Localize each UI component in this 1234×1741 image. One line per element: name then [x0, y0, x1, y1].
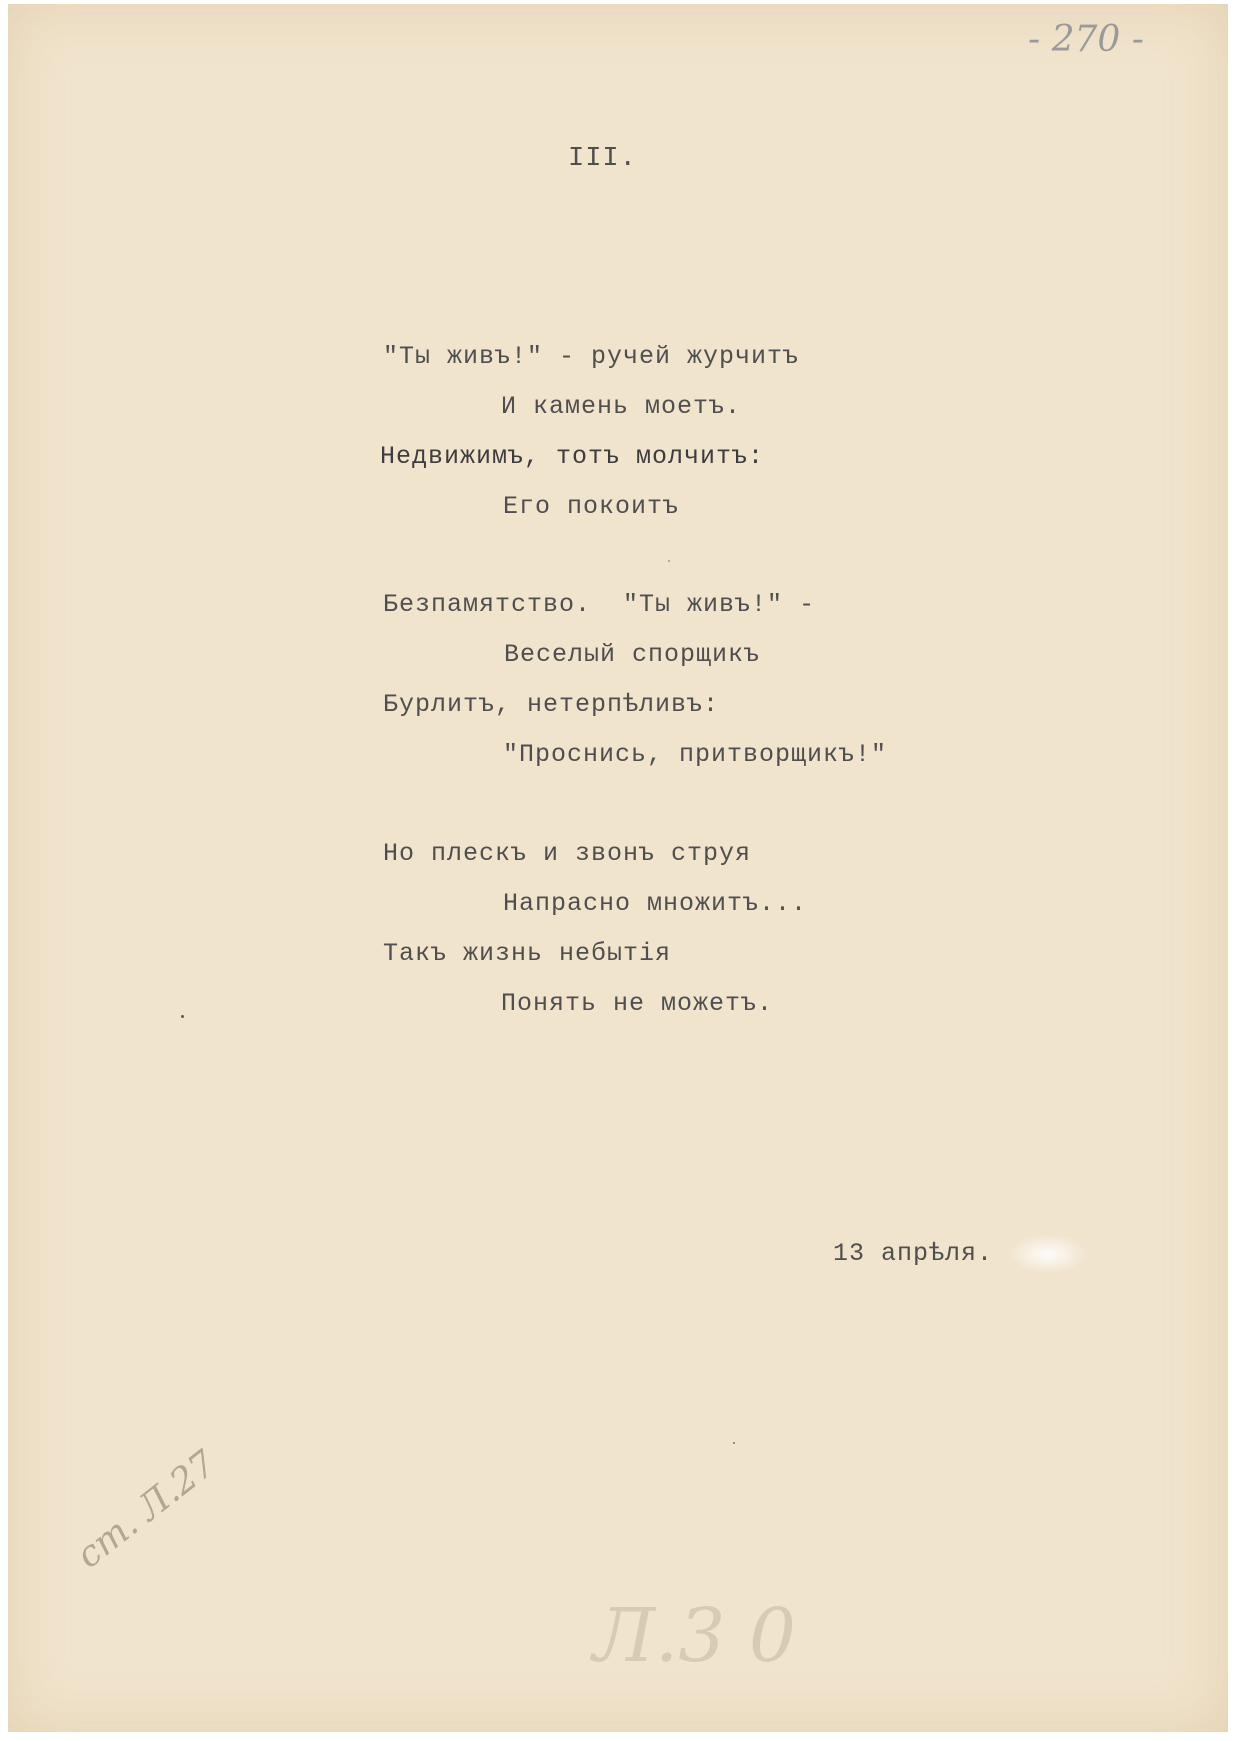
poem-line: Такъ жизнь небытія — [383, 939, 672, 968]
poem-line: "Проснись, притворщикъ!" — [503, 740, 888, 769]
poem-line: Напрасно множитъ... — [503, 889, 808, 918]
date-line: 13 апрѣля. — [833, 1239, 994, 1268]
paper-sheet — [8, 4, 1228, 1732]
page-number: - 270 - — [1028, 19, 1144, 60]
paper-speck — [733, 1442, 735, 1444]
poem-line: Безпамятство. "Ты живъ!" - — [383, 590, 816, 619]
poem-line: "Ты живъ!" - ручей журчитъ — [383, 342, 800, 371]
paper-speck — [668, 560, 670, 562]
poem-line: Но плескъ и звонъ струя — [383, 839, 752, 868]
poem-line: Веселый спорщикъ — [504, 640, 761, 669]
section-number: III. — [568, 144, 637, 174]
bottom-mark: Л.3 0 — [593, 1593, 796, 1679]
poem-line: Недвижимъ, тотъ молчитъ: — [380, 442, 765, 471]
poem-line: Бурлитъ, нетерпѣливъ: — [383, 690, 720, 719]
poem-line: Понять не можетъ. — [501, 989, 774, 1018]
paper-speck — [181, 1015, 184, 1018]
faded-year-smudge — [1008, 1234, 1088, 1274]
poem-line: Его покоитъ — [503, 492, 680, 521]
poem-line: И камень моетъ. — [501, 392, 742, 421]
margin-note: ст. Л.27 — [68, 1443, 224, 1577]
